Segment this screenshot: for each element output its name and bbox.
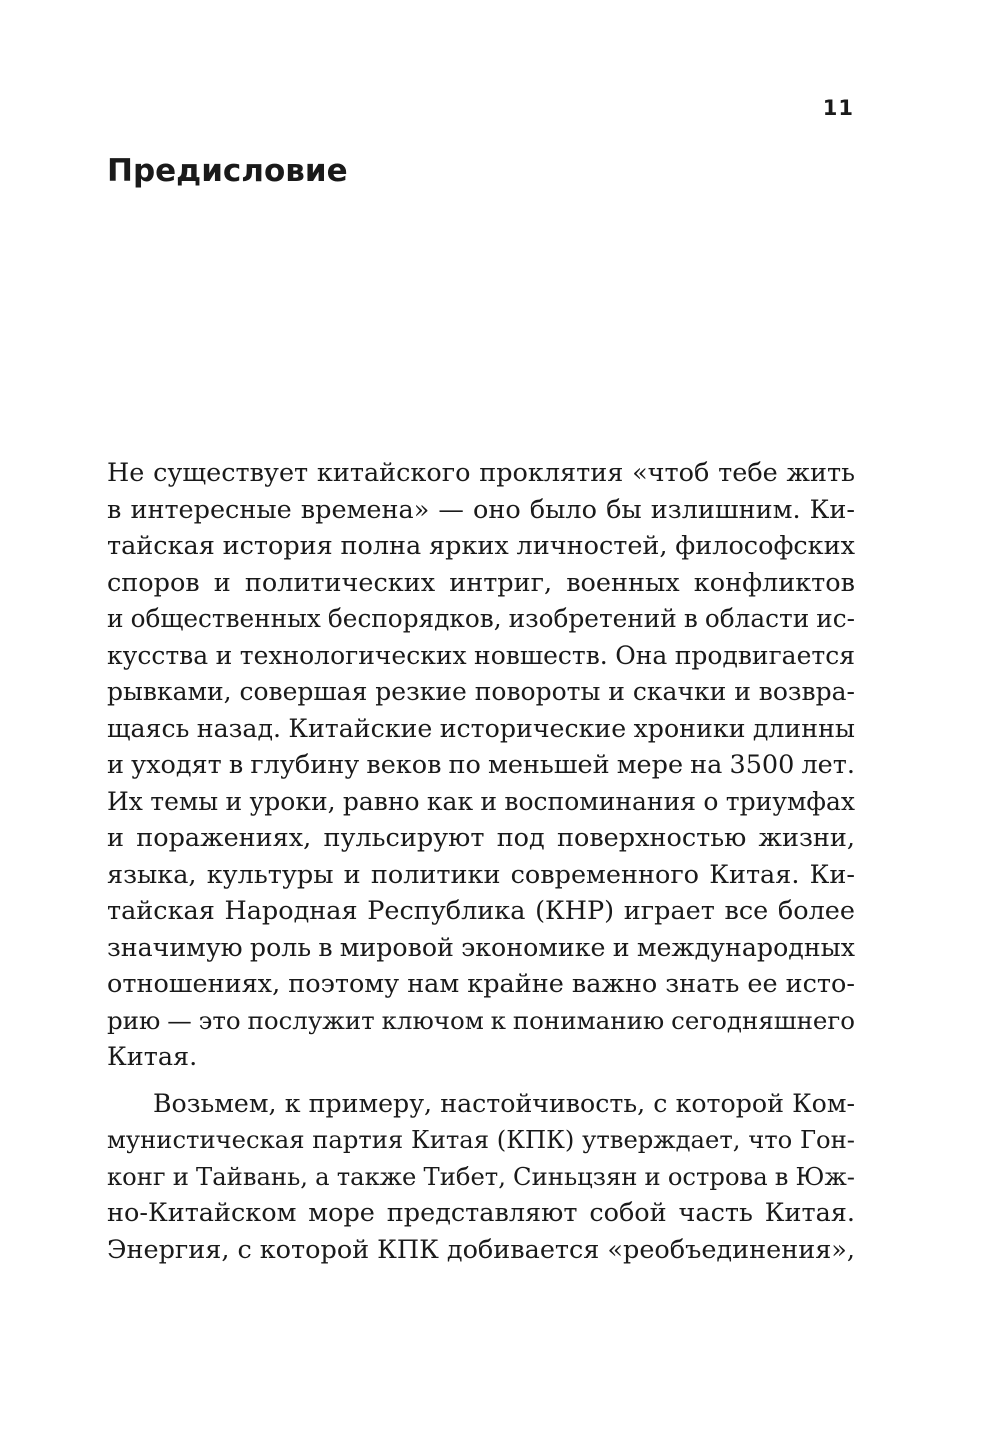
text-line: Китая. [107, 1042, 198, 1072]
page-number: 11 [822, 96, 854, 120]
text-line: кусства и технологических новшеств. Она продвигается [107, 640, 855, 670]
text-line: значимую роль в мировой экономике и международных [107, 932, 855, 962]
text-line: тайская Народная Республика (КНР) играет все более [107, 896, 855, 926]
text-line: в интересные времена» — оно было бы излишним. Ки- [107, 494, 855, 525]
text-line: рию — это послужит ключом к пониманию сегодняшнего [107, 1005, 855, 1035]
text-line: споров и политических интриг, военных конфликтов [107, 567, 855, 598]
text-line: Их темы и уроки, равно как и воспоминания о триумфах [107, 786, 855, 816]
text-line: но-Китайском море представляют собой часть Китая. [107, 1198, 855, 1228]
text-line: мунистическая партия Китая (КПК) утверждает, что Гон- [107, 1125, 855, 1154]
text-line: языка, культуры и политики современного Китая. Ки- [107, 859, 855, 890]
text-line: Не существует китайского проклятия «чтоб тебе жить [107, 458, 855, 488]
chapter-title: Предисловие [107, 153, 348, 189]
body-text [107, 455, 855, 1268]
text-line: тайская история полна ярких личностей, философских [107, 531, 855, 561]
text-line: рывками, совершая резкие повороты и скачки и возвра- [107, 677, 855, 706]
paragraph-1 [107, 455, 855, 1076]
paragraph-gap [107, 1076, 855, 1086]
paragraph-2 [107, 1086, 855, 1269]
text-line: Энергия, с которой КПК добивается «реобъединения», [107, 1234, 855, 1265]
text-line: Возьмем, к примеру, настойчивость, с которой Ком- [153, 1088, 855, 1118]
text-line: и общественных беспорядков, изобретений в области ис- [107, 604, 855, 633]
text-line: отношениях, поэтому нам крайне важно знать ее исто- [107, 969, 855, 999]
text-line: и поражениях, пульсируют под поверхностью жизни, [107, 823, 855, 853]
text-line: конг и Тайвань, а также Тибет, Синьцзян и острова в Юж- [107, 1161, 855, 1191]
text-line: и уходят в глубину веков по меньшей мере на 3500 лет. [107, 750, 855, 780]
text-line: щаясь назад. Китайские исторические хроники длинны [107, 713, 855, 743]
